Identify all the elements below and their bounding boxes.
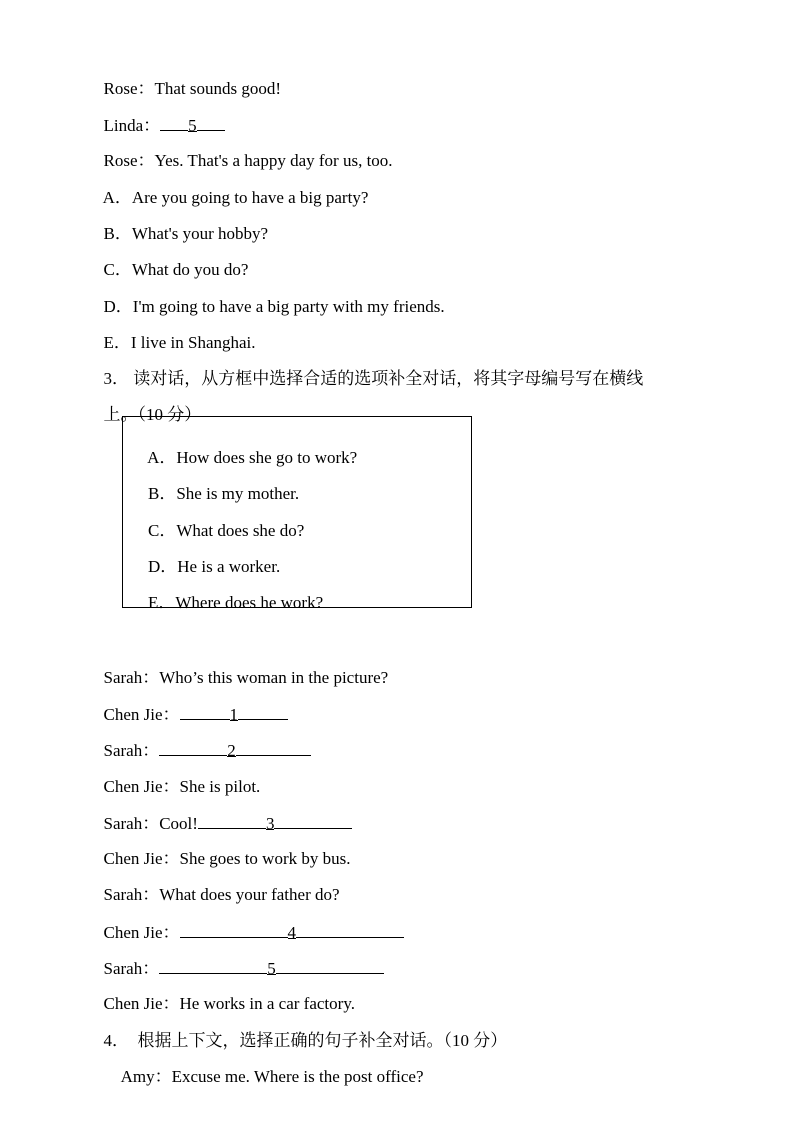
speaker: Sarah：	[103, 814, 160, 833]
option-letter: A．	[147, 448, 177, 467]
question-instruction: 读对话，从方框中选择合适的选项补全对话，将其字母编号写在横线	[133, 369, 644, 388]
line-text: Yes. That's a happy day for us, too.	[154, 151, 393, 170]
option-letter: A．	[102, 188, 132, 207]
speaker: Chen Jie：	[103, 849, 180, 868]
speaker: Chen Jie：	[103, 923, 180, 942]
option-text: How does she go to work?	[176, 448, 358, 467]
option-letter: D．	[148, 557, 178, 576]
blank-number: 3	[265, 814, 275, 833]
speaker: Sarah：	[103, 741, 160, 760]
option-letter: B．	[148, 484, 177, 503]
speaker: Sarah：	[103, 959, 160, 978]
question-number: 3．	[103, 369, 129, 388]
speaker: Chen Jie：	[103, 705, 180, 724]
speaker: Rose：	[103, 79, 155, 98]
line-text: She is pilot.	[179, 777, 261, 796]
speaker: Chen Jie：	[103, 994, 180, 1013]
speaker: Sarah：	[103, 885, 160, 904]
option-letter: C．	[148, 521, 177, 540]
option-text: What do you do?	[131, 260, 249, 279]
line-text: She goes to work by bus.	[179, 849, 351, 868]
option-text: I live in Shanghai.	[130, 333, 256, 352]
line-text: That sounds good!	[154, 79, 282, 98]
option-text: I'm going to have a big party with my friends.	[132, 297, 445, 316]
line-text: Cool!	[159, 814, 198, 833]
question-number: 4．	[103, 1031, 129, 1050]
option-letter: C．	[103, 260, 132, 279]
line-text: He works in a car factory.	[179, 994, 355, 1013]
blank-number: 5	[188, 116, 197, 135]
line-text: Excuse me. Where is the post office?	[171, 1067, 424, 1086]
option-letter: E．	[103, 333, 131, 352]
option-text: She is my mother.	[176, 484, 300, 503]
line-text: Who’s this woman in the picture?	[159, 668, 389, 687]
speaker: Sarah：	[103, 668, 160, 687]
speaker: Linda：	[103, 116, 161, 135]
options-box	[122, 416, 472, 612]
blank-number: 4	[287, 923, 297, 942]
speaker: Rose：	[103, 151, 155, 170]
speaker: Amy：	[120, 1067, 172, 1086]
blank-number: 5	[267, 959, 276, 978]
blank-number: 2	[227, 741, 236, 760]
option-text: What does she do?	[176, 521, 305, 540]
question-instruction: 根据上下文，选择正确的句子补全对话。（10 分）	[137, 1031, 508, 1050]
option-text: What's your hobby?	[131, 224, 269, 243]
blank-number: 1	[229, 705, 239, 724]
option-text: Are you going to have a big party?	[131, 188, 369, 207]
question-instruction: 上。（10 分）	[103, 405, 202, 424]
line-text: What does your father do?	[159, 885, 340, 904]
option-letter: E．	[148, 593, 176, 612]
dialogue-line	[113, 1044, 423, 1088]
option-letter: B．	[103, 224, 132, 243]
option-letter: D．	[103, 297, 133, 316]
option-text: Where does he work?	[175, 593, 324, 612]
speaker: Chen Jie：	[103, 777, 180, 796]
box-option	[131, 570, 323, 636]
option-text: He is a worker.	[177, 557, 281, 576]
